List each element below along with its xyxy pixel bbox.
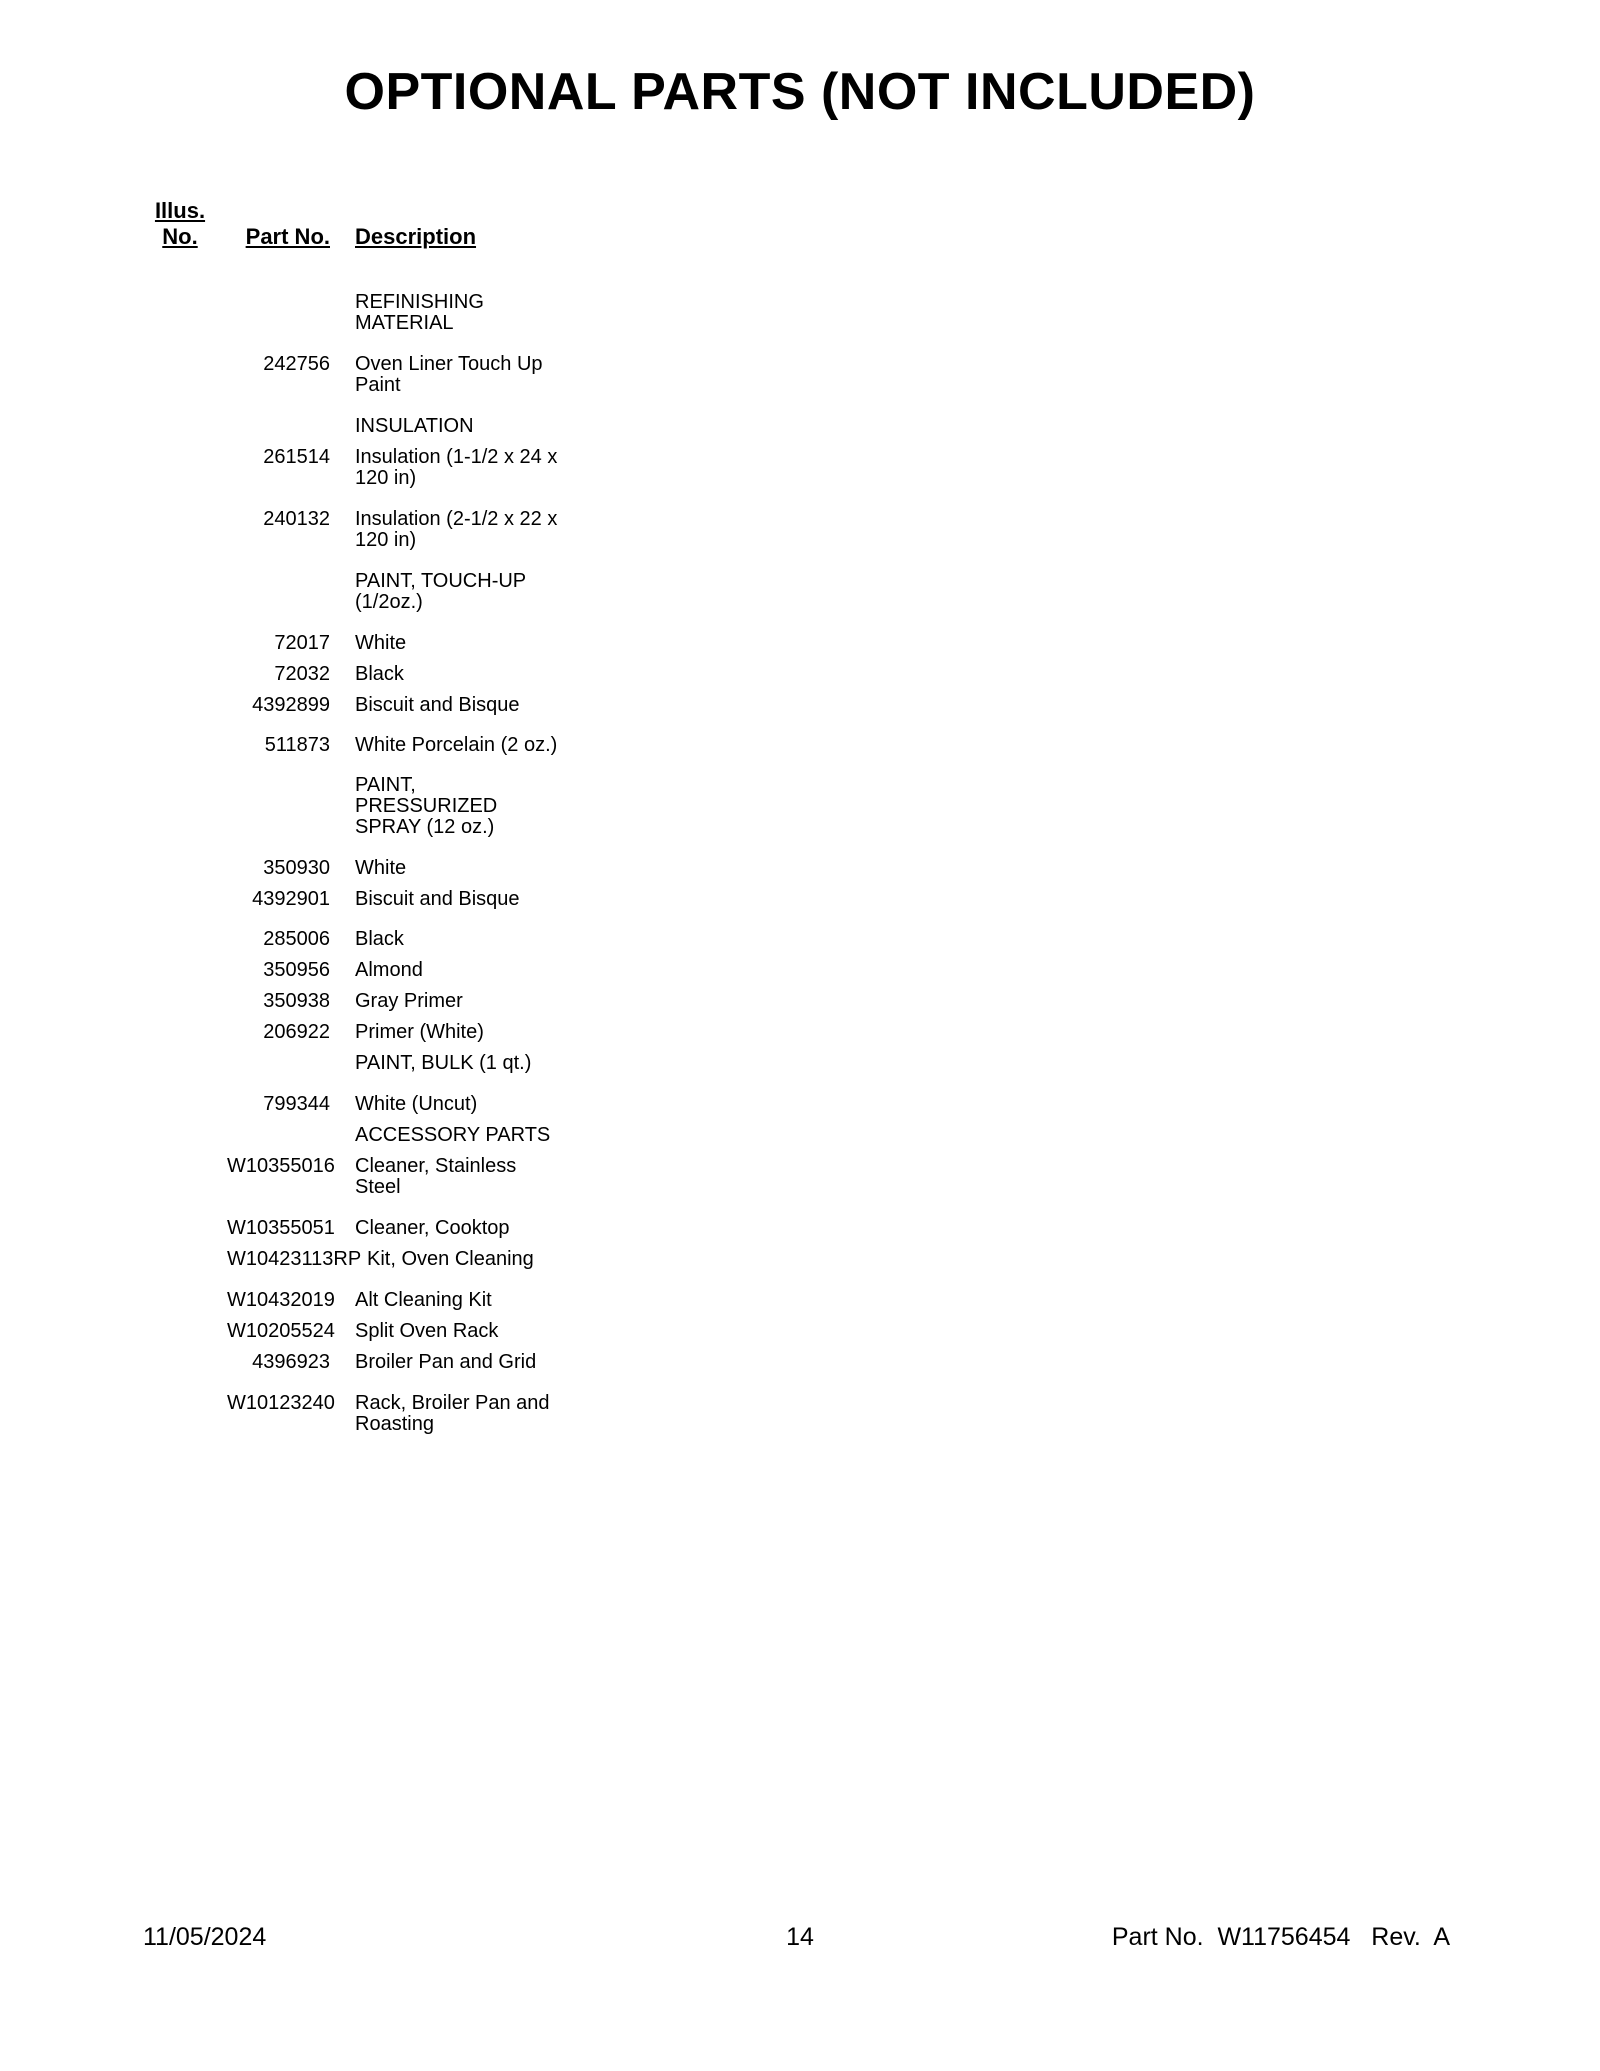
part-number: 350956 (263, 959, 330, 981)
page-footer (0, 1923, 1600, 1955)
part-number: 4392899 (252, 694, 330, 716)
part-description: Oven Liner Touch Up Paint (355, 353, 543, 396)
part-description: Broiler Pan and Grid (355, 1351, 537, 1373)
part-description: Alt Cleaning Kit (355, 1289, 492, 1311)
part-description: Gray Primer (355, 990, 463, 1012)
part-description: PAINT, BULK (1 qt.) (355, 1052, 532, 1074)
part-number: 285006 (263, 928, 330, 950)
part-description: Cleaner, Cooktop (355, 1217, 510, 1239)
part-no-header: Part No. (245, 224, 330, 249)
illus-header-line1: Illus. (154, 198, 206, 223)
part-number: 4392901 (252, 888, 330, 910)
illus-header-line2: No. (162, 224, 198, 249)
part-description: White (Uncut) (355, 1093, 478, 1115)
part-number: W10355051 (227, 1217, 335, 1239)
part-description: Split Oven Rack (355, 1320, 499, 1342)
part-number: 240132 (263, 508, 330, 530)
footer-date: 11/05/2024 (143, 1923, 267, 1951)
part-number: 511873 (264, 734, 330, 756)
part-description: ACCESSORY PARTS (355, 1124, 551, 1146)
part-description: Cleaner, Stainless Steel (355, 1155, 517, 1198)
part-description: Insulation (2-1/2 x 22 x 120 in) (355, 508, 558, 551)
part-number: W10205524 (227, 1320, 335, 1342)
part-description: Black (355, 663, 404, 685)
page-title: OPTIONAL PARTS (NOT INCLUDED) (344, 63, 1256, 121)
part-number: W10355016 (227, 1155, 335, 1177)
part-description: Black (355, 928, 404, 950)
part-number: 350930 (263, 857, 330, 879)
part-number: W10123240 (227, 1392, 335, 1414)
part-number: 350938 (263, 990, 330, 1012)
part-number: 4396923 (252, 1351, 330, 1373)
part-number: 206922 (263, 1021, 330, 1043)
footer-page-number: 14 (786, 1923, 814, 1951)
part-number: W10432019 (227, 1289, 335, 1311)
part-description: White Porcelain (2 oz.) (355, 734, 558, 756)
part-number: 72017 (274, 632, 330, 654)
part-description: White (355, 857, 407, 879)
part-description: Rack, Broiler Pan and Roasting (355, 1392, 550, 1435)
part-number: W10423113RP (227, 1248, 362, 1270)
part-number: 72032 (274, 663, 330, 685)
part-description: Biscuit and Bisque (355, 694, 520, 716)
part-number: 261514 (263, 446, 330, 468)
footer-part-number: Part No. W11756454 Rev. A (1111, 1923, 1450, 1951)
part-description: Biscuit and Bisque (355, 888, 520, 910)
part-description: Almond (355, 959, 423, 981)
part-number: 242756 (263, 353, 330, 375)
description-header: Description (355, 224, 477, 249)
part-number: 799344 (263, 1093, 330, 1115)
part-description: White (355, 632, 407, 654)
part-description: Kit, Oven Cleaning (367, 1248, 534, 1270)
part-description: REFINISHING MATERIAL (355, 291, 484, 334)
part-description: PAINT, PRESSURIZED SPRAY (12 oz.) (355, 774, 498, 838)
part-description: Insulation (1-1/2 x 24 x 120 in) (355, 446, 558, 489)
part-description: INSULATION (355, 415, 474, 437)
part-description: Primer (White) (355, 1021, 484, 1043)
part-description: PAINT, TOUCH-UP (1/2oz.) (355, 570, 526, 613)
